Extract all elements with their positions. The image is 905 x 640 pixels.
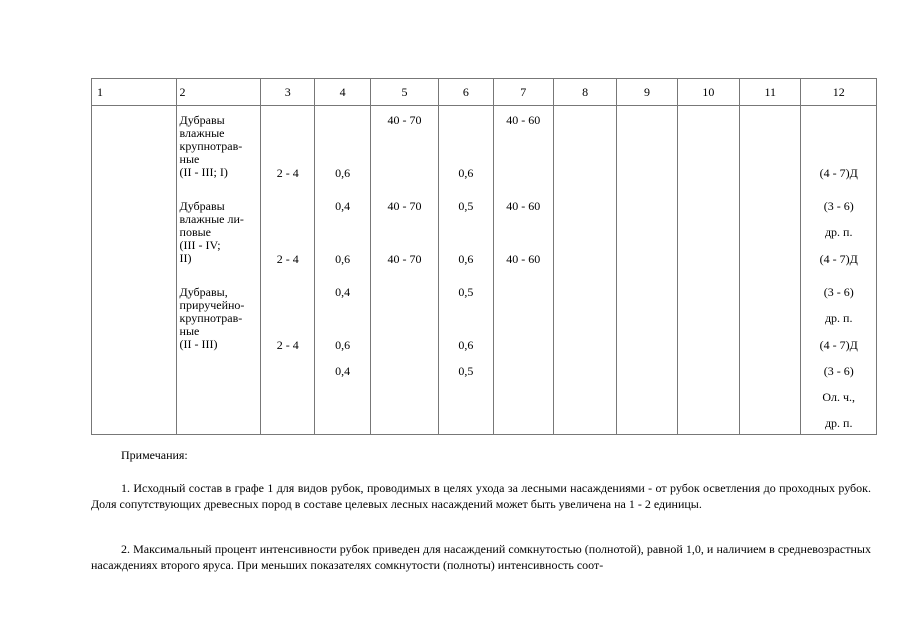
density-value: 0,4 bbox=[335, 285, 351, 299]
forest-type-group bbox=[180, 286, 261, 351]
forest-type-line: ные bbox=[179, 152, 200, 166]
col-5-cell bbox=[370, 106, 438, 435]
col-header-7: 7 bbox=[493, 79, 553, 106]
col-header-3: 3 bbox=[261, 79, 315, 106]
note-paragraph-2: 2. Максимальный процент интенсивности рубок приведен для насаждений сомкнутостью (полнотой), равной 1,0, и наличием в средневозрастных насаждениях второго яруса. При меньших показателях сомкнутости (полноты) интенсивность соот- bbox=[91, 542, 871, 572]
density-value: 0,6 bbox=[458, 166, 474, 180]
forest-type-line: повые bbox=[179, 225, 212, 239]
col-2-cell bbox=[176, 106, 261, 435]
table-body-row bbox=[92, 106, 877, 435]
intensity-value: 40 - 60 bbox=[506, 113, 541, 127]
intensity-value: 40 - 70 bbox=[387, 199, 422, 213]
note-paragraph-1: 1. Исходный состав в графе 1 для видов рубок, проводимых в целях ухода за лесными насаждениями - от рубок осветления до проходных рубок. Доля сопутствующих древесных пород в составе целевых лесных насаждений может быть увеличена на 1 - 2 единицы. bbox=[91, 481, 871, 511]
density-value: 0,5 bbox=[458, 199, 474, 213]
age-range-value: 2 - 4 bbox=[276, 338, 299, 352]
header-row bbox=[92, 79, 877, 106]
composition-value: др. п. bbox=[824, 416, 853, 430]
composition-value: (4 - 7)Д bbox=[819, 338, 858, 352]
col-header-11: 11 bbox=[740, 79, 801, 106]
density-value: 0,4 bbox=[335, 364, 351, 378]
forest-type-line: крупнотрав- bbox=[179, 139, 243, 153]
forest-type-line: приручейно- bbox=[179, 298, 245, 312]
density-value: 0,6 bbox=[458, 338, 474, 352]
col-header-5: 5 bbox=[370, 79, 438, 106]
forest-type-line: Дубравы bbox=[179, 113, 225, 127]
forest-thinning-table bbox=[91, 78, 877, 435]
density-value: 0,4 bbox=[335, 199, 351, 213]
notes-title: Примечания: bbox=[121, 448, 188, 462]
forest-type-line: ные bbox=[179, 324, 200, 338]
forest-type-line: Дубравы, bbox=[179, 285, 228, 299]
col-7-cell bbox=[493, 106, 553, 435]
forest-type-line: влажные bbox=[179, 126, 225, 140]
composition-value: др. п. bbox=[824, 225, 853, 239]
col-header-4: 4 bbox=[315, 79, 370, 106]
forest-type-line: Дубравы bbox=[179, 199, 225, 213]
col-9-cell bbox=[617, 106, 677, 435]
density-value: 0,5 bbox=[458, 364, 474, 378]
density-value: 0,6 bbox=[335, 338, 351, 352]
intensity-value: 40 - 60 bbox=[506, 252, 541, 266]
forest-type-line: крупнотрав- bbox=[179, 311, 243, 325]
col-6-cell bbox=[439, 106, 493, 435]
col-header-10: 10 bbox=[677, 79, 739, 106]
forest-type-group bbox=[180, 114, 261, 179]
forest-type-line: II) bbox=[179, 251, 192, 265]
intensity-value: 40 - 70 bbox=[387, 113, 422, 127]
col-header-1: 1 bbox=[92, 79, 177, 106]
composition-value: (4 - 7)Д bbox=[819, 252, 858, 266]
intensity-value: 40 - 60 bbox=[506, 199, 541, 213]
col-4-cell bbox=[315, 106, 370, 435]
col-header-2: 2 bbox=[176, 79, 261, 106]
col-11-cell bbox=[740, 106, 801, 435]
forest-type-line: (II - III) bbox=[179, 337, 218, 351]
age-range-value: 2 - 4 bbox=[276, 166, 299, 180]
col-3-cell bbox=[261, 106, 315, 435]
col-header-12: 12 bbox=[801, 79, 877, 106]
density-value: 0,6 bbox=[458, 252, 474, 266]
col-8-cell bbox=[553, 106, 616, 435]
density-value: 0,5 bbox=[458, 285, 474, 299]
col-10-cell bbox=[677, 106, 739, 435]
composition-value: (3 - 6) bbox=[823, 199, 854, 213]
col-12-cell bbox=[801, 106, 877, 435]
age-range-value: 2 - 4 bbox=[276, 252, 299, 266]
density-value: 0,6 bbox=[335, 166, 351, 180]
forest-type-line: (II - III; I) bbox=[179, 165, 228, 179]
forest-type-line: (III - IV; bbox=[179, 238, 221, 252]
col-header-9: 9 bbox=[617, 79, 677, 106]
composition-value: (3 - 6) bbox=[823, 364, 854, 378]
forest-type-line: влажные ли- bbox=[179, 212, 244, 226]
col-header-6: 6 bbox=[439, 79, 493, 106]
composition-value: Ол. ч., bbox=[822, 390, 856, 404]
intensity-value: 40 - 70 bbox=[387, 252, 422, 266]
composition-value: (3 - 6) bbox=[823, 285, 854, 299]
density-value: 0,6 bbox=[335, 252, 351, 266]
composition-value: (4 - 7)Д bbox=[819, 166, 858, 180]
composition-value: др. п. bbox=[824, 311, 853, 325]
forest-type-group bbox=[180, 200, 261, 265]
col-1-cell bbox=[92, 106, 177, 435]
col-header-8: 8 bbox=[553, 79, 616, 106]
